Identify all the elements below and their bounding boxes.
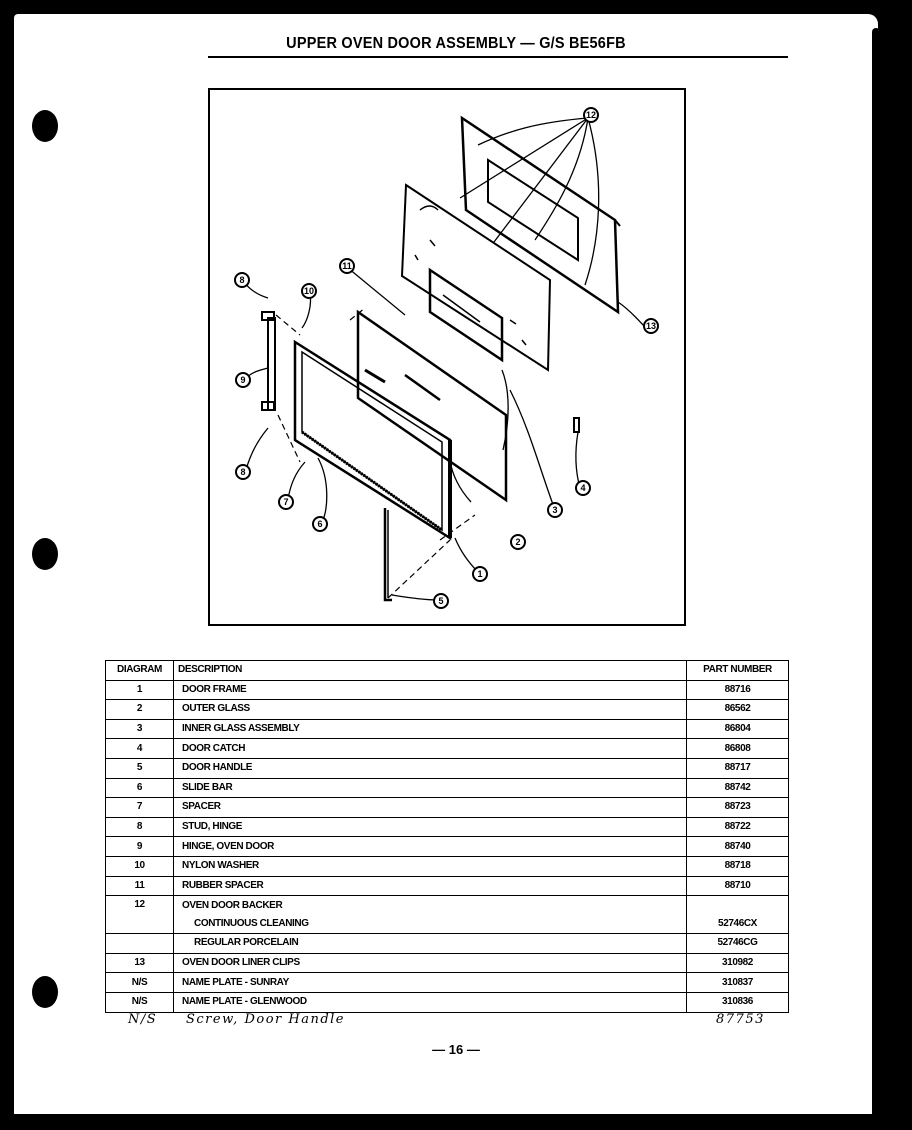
- diagram-cell: 6: [106, 778, 174, 798]
- diagram-cell: 11: [106, 876, 174, 896]
- description-cell: OUTER GLASS: [174, 700, 687, 720]
- part-number-cell: 88723: [687, 798, 789, 818]
- inner-glass-part: [402, 185, 550, 370]
- svg-text:7: 7: [283, 497, 289, 507]
- table-row: [106, 680, 789, 700]
- table-row: [106, 876, 789, 896]
- description-cell: INNER GLASS ASSEMBLY: [174, 719, 687, 739]
- svg-text:2: 2: [515, 537, 521, 547]
- description-cell: NAME PLATE - SUNRAY: [174, 973, 687, 993]
- door-catch-part: [574, 418, 579, 432]
- description-cell: STUD, HINGE: [174, 817, 687, 837]
- table-row: [106, 798, 789, 818]
- svg-text:8: 8: [239, 275, 245, 285]
- svg-text:4: 4: [580, 483, 586, 493]
- table-row: [106, 896, 789, 934]
- description-cell: NAME PLATE - GLENWOOD: [174, 992, 687, 1012]
- description-cell: [174, 896, 687, 934]
- binder-edge: [872, 28, 880, 1118]
- header-description: DESCRIPTION: [174, 661, 687, 681]
- diagram-cell: 3: [106, 719, 174, 739]
- description-sub: CONTINUOUS CLEANING: [194, 917, 309, 929]
- callout-9: [236, 373, 250, 387]
- callout-11: [340, 259, 354, 273]
- table-row: [106, 992, 789, 1012]
- header-diagram: DIAGRAM: [106, 661, 174, 681]
- part-number-cell: 88722: [687, 817, 789, 837]
- part-number-cell: 88718: [687, 856, 789, 876]
- svg-text:10: 10: [303, 286, 315, 296]
- svg-text:13: 13: [645, 321, 657, 331]
- diagram-cell: N/S: [106, 992, 174, 1012]
- svg-text:9: 9: [240, 375, 246, 385]
- svg-text:8: 8: [240, 467, 246, 477]
- part-number-cell: 86804: [687, 719, 789, 739]
- svg-text:6: 6: [317, 519, 323, 529]
- callout-8-bottom: [236, 465, 250, 479]
- diagram-cell: 8: [106, 817, 174, 837]
- callout-2: [511, 535, 525, 549]
- description-cell: RUBBER SPACER: [174, 876, 687, 896]
- callout-6: [313, 517, 327, 531]
- table-row: [106, 778, 789, 798]
- part-number-cell: 88716: [687, 680, 789, 700]
- part-number-cell: 88710: [687, 876, 789, 896]
- callout-7: [279, 495, 293, 509]
- diagram-cell: N/S: [106, 973, 174, 993]
- table-row: [106, 953, 789, 973]
- diagram-cell: 12: [106, 896, 174, 934]
- callout-8-top: [235, 273, 249, 287]
- callout-5: [434, 594, 448, 608]
- part-number-cell: 88740: [687, 837, 789, 857]
- page-number: — 16 —: [432, 1042, 480, 1057]
- table-row: [106, 817, 789, 837]
- parts-table: [105, 660, 789, 1013]
- table-row: [106, 973, 789, 993]
- table-row: [106, 700, 789, 720]
- exploded-parts-diagram: [208, 88, 686, 626]
- callout-4: [576, 481, 590, 495]
- diagram-cell: 7: [106, 798, 174, 818]
- callout-10: [302, 284, 316, 298]
- svg-text:11: 11: [342, 261, 352, 271]
- table-row: [106, 837, 789, 857]
- handwritten-part-number: 87753: [716, 1012, 765, 1027]
- table-row: [106, 719, 789, 739]
- callout-12: [584, 108, 598, 122]
- diagram-cell: [106, 934, 174, 954]
- diagram-cell: 2: [106, 700, 174, 720]
- punch-hole-top: [32, 110, 58, 142]
- callout-3: [548, 503, 562, 517]
- description-main: OVEN DOOR BACKER: [182, 899, 283, 911]
- description-cell: SPACER: [174, 798, 687, 818]
- door-frame-part: [295, 342, 450, 538]
- table-row: [106, 934, 789, 954]
- handwritten-description: Screw, Door Handle: [186, 1012, 345, 1027]
- outer-glass-part: [358, 312, 506, 500]
- svg-text:3: 3: [552, 505, 558, 515]
- part-number-cell: 310982: [687, 953, 789, 973]
- diagram-cell: 9: [106, 837, 174, 857]
- part-number-cell: 88717: [687, 758, 789, 778]
- description-cell: DOOR HANDLE: [174, 758, 687, 778]
- svg-text:12: 12: [585, 110, 597, 120]
- part-number-cell: 88742: [687, 778, 789, 798]
- part-number-cell: 86808: [687, 739, 789, 759]
- part-number-cell: 310836: [687, 992, 789, 1012]
- title-underline: [208, 56, 788, 58]
- description-cell: REGULAR PORCELAIN: [174, 934, 687, 954]
- description-cell: SLIDE BAR: [174, 778, 687, 798]
- door-handle-part: [385, 508, 392, 600]
- punch-hole-bottom: [32, 976, 58, 1008]
- callout-13: [644, 319, 658, 333]
- table-row: [106, 758, 789, 778]
- part-number-cell: 52746CX: [687, 896, 789, 934]
- description-cell: DOOR FRAME: [174, 680, 687, 700]
- part-number-cell: 310837: [687, 973, 789, 993]
- punch-hole-middle: [32, 538, 58, 570]
- svg-text:5: 5: [438, 596, 444, 606]
- description-cell: NYLON WASHER: [174, 856, 687, 876]
- diagram-cell: 1: [106, 680, 174, 700]
- description-cell: OVEN DOOR LINER CLIPS: [174, 953, 687, 973]
- part-number-cell: 86562: [687, 700, 789, 720]
- description-cell: HINGE, OVEN DOOR: [174, 837, 687, 857]
- diagram-cell: 10: [106, 856, 174, 876]
- scan-border-bottom: [0, 1116, 912, 1130]
- hinge-part: [262, 312, 275, 410]
- table-row: [106, 739, 789, 759]
- diagram-cell: 13: [106, 953, 174, 973]
- scan-border-right: [893, 0, 912, 1130]
- svg-text:1: 1: [477, 569, 483, 579]
- table-header-row: [106, 661, 789, 681]
- header-part-number: PART NUMBER: [687, 661, 789, 681]
- table-row: [106, 856, 789, 876]
- description-cell: DOOR CATCH: [174, 739, 687, 759]
- callout-1: [473, 567, 487, 581]
- handwritten-diagram: N/S: [128, 1012, 158, 1027]
- diagram-cell: 4: [106, 739, 174, 759]
- diagram-cell: 5: [106, 758, 174, 778]
- part-number-cell: 52746CG: [687, 934, 789, 954]
- page-title: UPPER OVEN DOOR ASSEMBLY — G/S BE56FB: [286, 35, 626, 53]
